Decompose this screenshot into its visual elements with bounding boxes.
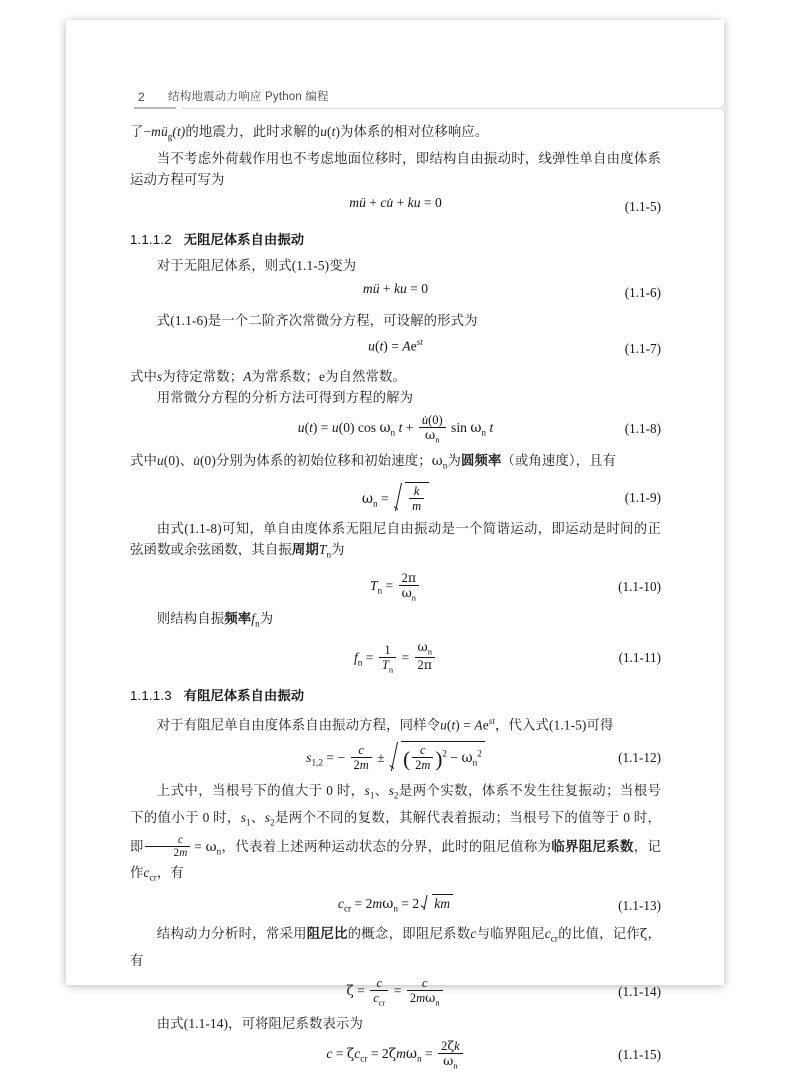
section-heading-1-1-1-2 bbox=[130, 229, 661, 248]
equation-1-1-5 bbox=[130, 195, 661, 219]
equation-1-1-14-tag: (1.1-14) bbox=[618, 984, 661, 1000]
running-head-title: 结构地震动力响应 Python 编程 bbox=[168, 91, 329, 103]
equation-1-1-13-tag: (1.1-13) bbox=[618, 898, 661, 914]
paragraph-damping-ratio: 结构动力分析时，常采用阻尼比的概念，即阻尼系数c与临界阻尼$c_{cr}$的比值，记作ζ，有 bbox=[130, 926, 661, 968]
running-head-rule bbox=[134, 106, 664, 112]
equation-1-1-7 bbox=[130, 337, 661, 361]
equation-1-1-6-tag: (1.1-6) bbox=[624, 285, 661, 301]
equation-1-1-6-body: mü + ku = 0 bbox=[362, 281, 429, 297]
equation-1-1-10-body: $T_n$ = $\frac{2\pi}{\omega_n}$ bbox=[130, 571, 661, 603]
equation-1-1-12 bbox=[130, 741, 661, 775]
section-title-1-1-1-2: 无阻尼体系自由振动 bbox=[183, 232, 305, 248]
equation-1-1-11 bbox=[130, 640, 661, 675]
paragraph-constants: 式中s为待定常数；A为常系数；e为自然常数。 bbox=[130, 368, 406, 384]
page-body bbox=[130, 121, 661, 1076]
equation-1-1-8-body: u(t) = u(0) $\cos \omega_n$ t + $\frac{u̇(0)}{\omega_n}$ $\sin \omega_n$ t bbox=[297, 413, 494, 445]
equation-1-1-7-tag: (1.1-7) bbox=[624, 340, 661, 356]
running-head bbox=[134, 82, 659, 104]
paragraph-roots-discussion: 上式中，当根号下的值大于 0 时，$s_1$、$s_2$是两个实数，体系不发生往复振动；当根号下的值小于 0 时，$s_1$、$s_2$是两个不同的复数，其解代表着振动；当根号下的值等于 0 时，即 $\frac{c}{2m}$ = $\omega_n$，代表着上述两种运动状态的分界，此时的阻尼值称为临界阻尼系数，记作$c_{cr}$，有 bbox=[130, 782, 662, 883]
equation-1-1-8-tag: (1.1-8) bbox=[624, 421, 661, 437]
paragraph-initial-conditions: 式中u(0)、u̇(0)分别为体系的初始位移和初始速度；$\omega_n$为圆频率（或角速度），且有 bbox=[130, 453, 617, 471]
equation-1-1-15 bbox=[130, 1039, 661, 1071]
paragraph-free-vibration: 当不考虑外荷载作用也不考虑地面位移时，即结构自由振动时，线弹性单自由度体系运动方程可写为 bbox=[130, 150, 661, 188]
equation-1-1-13 bbox=[130, 894, 661, 918]
equation-1-1-7-body: $u(t) = Ae^{st}$ bbox=[368, 336, 423, 354]
paragraph-undamped-lead: 对于无阻尼体系，则式(1.1-5)变为 bbox=[156, 258, 357, 274]
equation-1-1-14 bbox=[130, 976, 661, 1008]
equation-1-1-12-tag: (1.1-12) bbox=[618, 749, 661, 765]
page-folio-number: 2 bbox=[138, 90, 145, 104]
equation-1-1-8 bbox=[130, 413, 661, 445]
paragraph-damping-coefficient: 由式(1.1-14)，可将阻尼系数表示为 bbox=[156, 1016, 363, 1032]
paragraph-intro: 了$-mü_g(t)$的地震力，此时求解的u(t)为体系的相对位移响应。 bbox=[130, 124, 489, 142]
rule-thick-segment bbox=[134, 107, 176, 109]
equation-1-1-14-body: ζ = $\frac{c}{c_{cr}}$ = $\frac{c}{2m\omega_n}$ bbox=[130, 976, 661, 1008]
equation-1-1-15-body: $c = \zeta c_{cr} = 2\zeta m\omega_n$ = $\frac{2\zeta k}{\omega_n}$ bbox=[130, 1039, 661, 1071]
paragraph-second-order: 式(1.1-6)是一个二阶齐次常微分方程，可设解的形式为 bbox=[156, 313, 478, 329]
rule-thin-segment bbox=[182, 108, 722, 109]
equation-1-1-5-tag: (1.1-5) bbox=[624, 199, 661, 215]
section-number-1-1-1-2: 1.1.1.2 bbox=[130, 232, 172, 248]
paragraph-frequency: 则结构自振频率$f_n$为 bbox=[156, 611, 274, 629]
equation-1-1-13-body: $c_{cr} = 2m\omega_n = 2$ km bbox=[130, 894, 661, 914]
equation-1-1-11-body: $f_n$ = $\frac{1}{T_n}$ = $\frac{\omega_n}{2\pi}$ bbox=[130, 640, 661, 675]
equation-1-1-5-body: mü + cu̇ + ku = 0 bbox=[349, 195, 442, 211]
equation-1-1-9 bbox=[130, 482, 661, 513]
section-title-1-1-1-3: 有阻尼体系自由振动 bbox=[183, 688, 305, 704]
equation-1-1-11-tag: (1.1-11) bbox=[618, 649, 661, 665]
paragraph-damped-lead: 对于有阻尼单自由度体系自由振动方程，同样令$u(t) = Ae^{st}$，代入式(1.1-5)可得 bbox=[156, 716, 614, 733]
rule-end-dot-icon bbox=[720, 105, 726, 111]
equation-1-1-9-body: $\omega_n$ = $\frac{k}{m}$ bbox=[130, 482, 661, 513]
paragraph-harmonic: 由式(1.1-8)可知，单自由度体系无阻尼自由振动是一个简谐运动，即运动是时间的正弦函数或余弦函数，其自振周期$T_n$为 bbox=[130, 521, 661, 560]
equation-1-1-10 bbox=[130, 571, 661, 603]
equation-1-1-9-tag: (1.1-9) bbox=[624, 489, 661, 505]
section-heading-1-1-1-3 bbox=[130, 685, 661, 704]
equation-1-1-15-tag: (1.1-15) bbox=[618, 1047, 661, 1063]
equation-1-1-10-tag: (1.1-10) bbox=[618, 579, 661, 595]
section-number-1-1-1-3: 1.1.1.3 bbox=[130, 688, 172, 704]
equation-1-1-12-body: $s_{1,2}$ = − $\frac{c}{2m}$ ± ( $\frac{c}{2m}$ )$^2 - \omega_n^2$ bbox=[130, 741, 661, 773]
equation-1-1-6 bbox=[130, 281, 661, 305]
paragraph-ode-solution: 用常微分方程的分析方法可得到方程的解为 bbox=[156, 389, 414, 405]
book-page-sheet bbox=[66, 20, 724, 1071]
